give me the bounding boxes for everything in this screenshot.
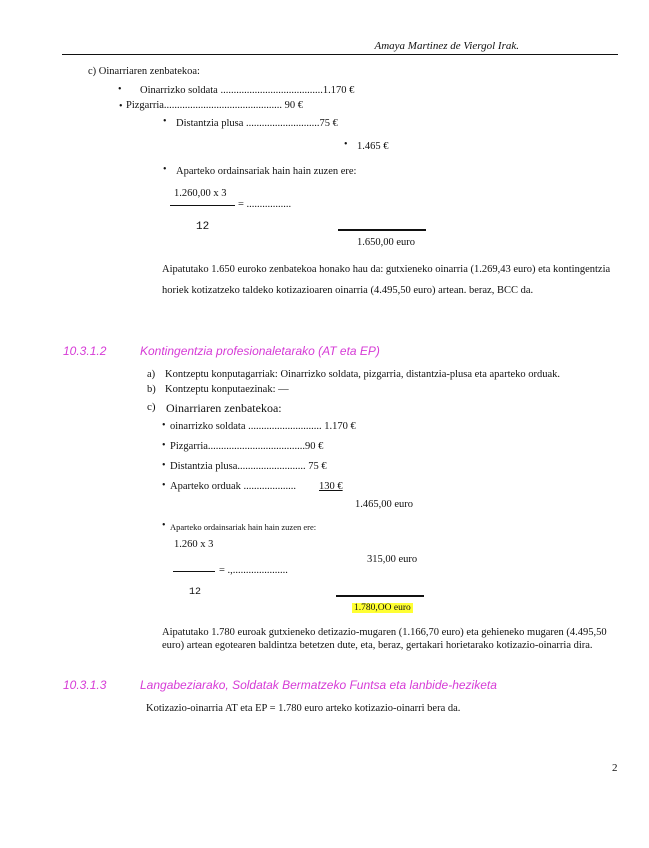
item-aparteko-orduak-value: 130 € (319, 481, 343, 492)
fraction-line (173, 571, 215, 572)
section2-total (352, 602, 413, 613)
bullet-icon: • (344, 139, 348, 150)
heading-title: Kontingentzia profesionaletarako (AT eta EP) (140, 344, 380, 358)
bullet-icon: • (162, 480, 166, 491)
item-pizgarria-2: Pizgarria.....................................90 € (170, 441, 324, 452)
section2-dots: = .,..................... (219, 565, 288, 576)
page-header-author: Amaya Martinez de Viergol Irak. (374, 40, 519, 52)
item-pizgarria: Pizgarria............................................. 90 € (126, 100, 304, 111)
section1-label: c) Oinarriaren zenbatekoa: (88, 66, 200, 77)
bullet-icon: • (162, 420, 166, 431)
section2-result: 315,00 euro (367, 554, 418, 565)
bullet-icon: • (118, 84, 122, 95)
item-aparteko-orduak: Aparteko orduak .................... (170, 481, 296, 492)
section2-total-highlight: 1.780,OO euro (354, 603, 411, 613)
list-item-base: Oinarriaren zenbatekoa: (166, 401, 282, 415)
bullet-icon: • (162, 440, 166, 451)
section2-divisor: 12 (189, 587, 202, 598)
formula-numerator: 1.260,00 x 3 (174, 188, 227, 199)
bullet-icon: • (162, 520, 166, 531)
list-marker: b) (147, 384, 156, 395)
fraction-line (170, 205, 235, 206)
item-aparteko: Aparteko ordainsariak hain hain zuzen ere: (176, 166, 357, 177)
formula-dots: = ................. (238, 199, 292, 210)
bullet-icon: • (163, 116, 167, 127)
section2-note: Aparteko ordainsariak hain hain zuzen ere: (170, 522, 317, 532)
heading-number: 10.3.1.2 (63, 344, 107, 358)
list-marker: a) (147, 369, 156, 380)
item-oinarrizko-soldata-2: oinarrizko soldata ............................ 1.170 € (170, 421, 356, 432)
bullet-icon: • (119, 101, 123, 112)
total-rule (338, 229, 426, 231)
section1-total: 1.650,00 euro (357, 237, 416, 248)
bullet-icon: • (162, 460, 166, 471)
heading-number: 10.3.1.3 (63, 678, 107, 692)
item-subtotal: 1.465 € (357, 141, 389, 152)
header-rule (62, 54, 618, 55)
item-distantzia-plusa: Distantzia plusa ............................75 € (176, 118, 338, 129)
section3-text: Kotizazio-oinarria AT eta EP = 1.780 euro arteko kotizazio-oinarri bera da. (146, 703, 461, 714)
section2-formula: 1.260 x 3 (174, 539, 214, 550)
list-item-non-computable: Kontzeptu konputaezinak: — (165, 384, 289, 395)
section1-paragraph: Aipatutako 1.650 euroko zenbatekoa honako hau da: gutxieneko oinarria (1.269,43 euro) eta kontingentzia horiek kotizatzeko taldeko kotizazioaren oinarria (4.495,50 euro) artean. beraz, BCC da. (162, 264, 611, 296)
page-number: 2 (612, 762, 618, 774)
item-distantzia-plusa-2: Distantzia plusa.......................... 75 € (170, 461, 327, 472)
list-marker: c) (147, 401, 156, 413)
heading-title: Langabeziarako, Soldatak Bermatzeko Funtsa eta lanbide-heziketa (140, 678, 497, 692)
section2-subtotal: 1.465,00 euro (355, 499, 414, 510)
formula-divisor: 12 (196, 221, 210, 233)
list-item-computable: Kontzeptu konputagarriak: Oinarrizko soldata, pizgarria, distantzia-plusa eta aparteko orduak. (165, 369, 561, 380)
bullet-icon: • (163, 164, 167, 175)
section2-paragraph: Aipatutako 1.780 euroak gutxieneko detizazio-mugaren (1.166,70 euro) eta gehieneko mugaren (4.495,50 euro) artean egotearen baldintza betetzen dute, eta, beraz, gertakari horietarako kotizazio-oinarria dira. (162, 627, 607, 651)
item-oinarrizko-soldata: Oinarrizko soldata .......................................1.170 € (140, 85, 355, 96)
total-rule (336, 595, 424, 597)
